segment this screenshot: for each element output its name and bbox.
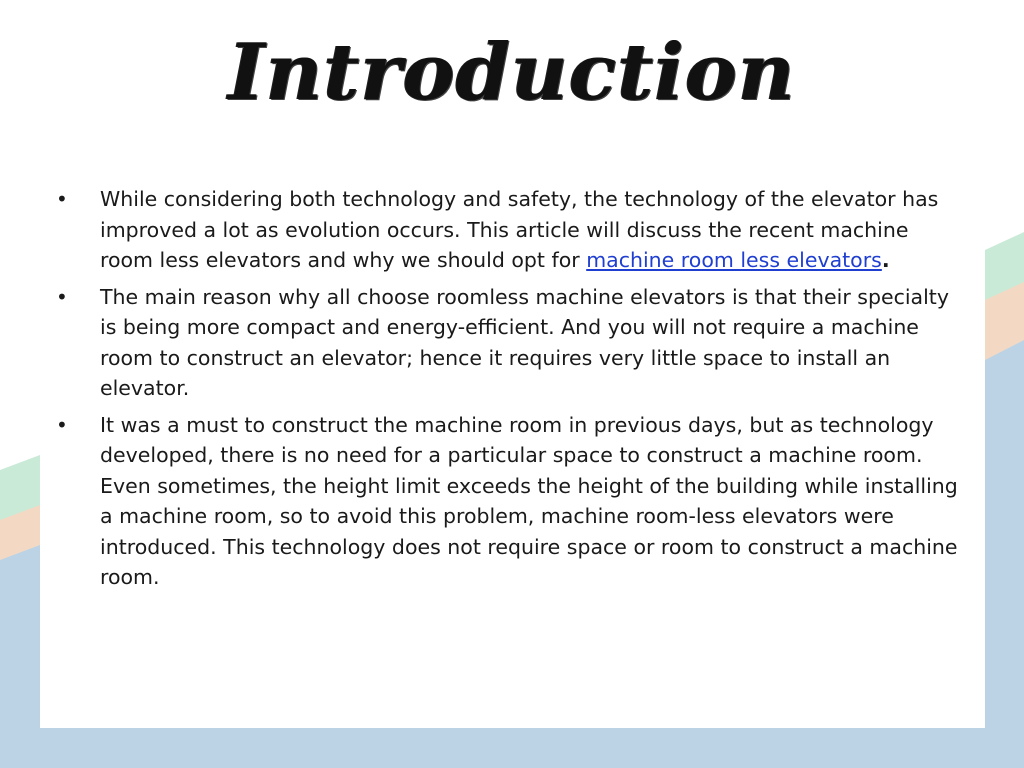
machine-room-less-elevators-link[interactable]: machine room less elevators: [586, 248, 882, 272]
bullet-1-end: .: [881, 248, 890, 272]
bullet-item-3: [56, 410, 968, 593]
bullet-list: [56, 184, 968, 599]
bullet-2-text: The main reason why all choose roomless machine elevators is that their specialty is being more compact and energy-efficient. And you will not require a machine room to construct an elevator; hence it requires very little space to install an elevator.: [100, 284, 949, 400]
bullet-item-2: [56, 282, 968, 404]
bullet-1-text: While considering both technology and safety, the technology of the elevator has improved a lot as evolution occurs. This article will discuss the recent machine room less elevators and why we should opt for: [100, 187, 939, 272]
right-blue-stripe: [985, 340, 1024, 768]
slide-title: Introduction: [228, 27, 796, 118]
bullet-dot-icon: •: [56, 284, 68, 309]
bullet-dot-icon: •: [56, 412, 68, 437]
bullet-item-1: [56, 184, 968, 276]
bullet-dot-icon: •: [56, 187, 68, 211]
bottom-blue-band: [0, 728, 1024, 768]
bullet-3-text: It was a must to construct the machine room in previous days, but as technology developed, there is no need for a particular space to construct a machine room. Even sometimes, the height limit exceeds the height of the building while installing a machine room, so to avoid this problem, machine room-less elevators were introduced. This technology does not require space or room to construct a machine room.: [100, 412, 958, 589]
